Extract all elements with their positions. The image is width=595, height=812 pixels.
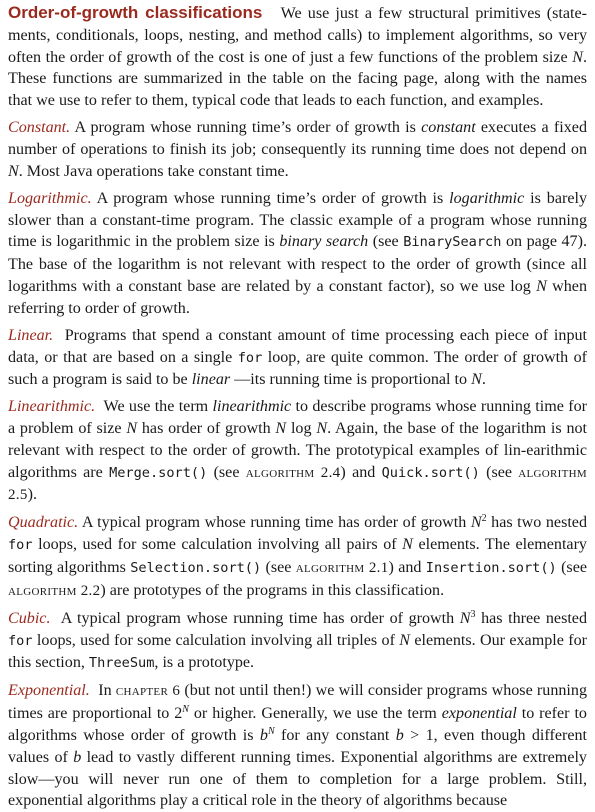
term-heading-exponential: Exponential. xyxy=(8,682,90,700)
text-italic: b xyxy=(259,727,268,745)
text: (see xyxy=(556,559,587,577)
text-italic: N xyxy=(536,277,547,295)
text: (see xyxy=(479,463,519,481)
text-italic: b xyxy=(395,727,404,745)
text: ) are prototypes of the programs in this classification. xyxy=(100,581,445,599)
text: . These functions are summarized in the table on the facing page, along with the names that we use to refer to them, typical code that leads to each function, and examples. xyxy=(8,48,587,110)
text: executes a fixed number of operations to finish its job; consequently its running time does not depend on xyxy=(8,119,587,158)
algorithm-ref: algorithm 2.4 xyxy=(245,464,341,481)
text-italic: N xyxy=(459,609,471,627)
text-italic: linearithmic xyxy=(212,398,292,416)
text: for any constant xyxy=(274,727,396,745)
text: . xyxy=(481,371,486,389)
text-italic: N xyxy=(572,48,583,66)
text: A typical program whose running time has order of growth xyxy=(81,514,471,532)
term-heading-logarithmic: Logarithmic. xyxy=(8,189,92,207)
code-ref: for xyxy=(8,632,33,649)
code-ref: Merge.sort() xyxy=(109,464,208,481)
text: has order of growth xyxy=(137,420,276,438)
paragraph-logarithmic xyxy=(8,188,587,320)
text: has two nested xyxy=(486,514,587,532)
code-ref: for xyxy=(237,349,263,366)
text-italic: N xyxy=(8,162,19,180)
superscript: N xyxy=(267,726,275,738)
text: loop, are quite common. The order of growth of such a program is said to be xyxy=(8,348,588,389)
text: log xyxy=(286,420,317,438)
text: A typical program whose running time has order of growth xyxy=(60,609,460,627)
text: Programs that spend a constant amount of time processing each piece of input data, or that are based on a single xyxy=(8,326,588,366)
term-heading-constant: Constant. xyxy=(8,119,71,137)
text: ) and xyxy=(388,559,426,577)
text: A program whose running time’s order of growth is xyxy=(96,189,450,207)
algorithm-ref: algorithm 2.2 xyxy=(8,582,101,599)
text-italic: b xyxy=(73,748,82,766)
text: —its running time is proportional to xyxy=(230,371,472,389)
text: elements. The elementary sorting algorithms xyxy=(8,536,587,577)
text: to describe programs whose running time for a problem of size xyxy=(8,398,587,438)
paragraph-quadratic xyxy=(8,512,587,602)
text-italic: N xyxy=(275,420,287,438)
text: lead to vastly different running times. Exponential algorithms are extremely slow—you will never run one of them to completion for a large problem. Still, exponential algorithms play a critical role in the theory of algorithms because xyxy=(8,748,587,810)
paragraph-constant xyxy=(8,117,587,182)
text: (but not until then!) we will consider programs whose running times are proportional to 2 xyxy=(8,682,587,723)
text-italic: linear xyxy=(191,371,231,389)
paragraph-intro xyxy=(8,2,587,112)
code-ref: for xyxy=(8,537,33,554)
superscript: N xyxy=(182,704,189,716)
text-italic: N xyxy=(316,420,328,438)
text: ) and xyxy=(340,463,382,481)
superscript: 2 xyxy=(481,513,487,525)
text: > 1, even though different values of xyxy=(8,727,587,766)
text: when referring to order of growth. xyxy=(8,277,588,317)
text: loops, used for some calculation involving all triples of xyxy=(32,631,400,649)
text-italic: N xyxy=(402,536,413,554)
section-heading: Order-of-growth classifications xyxy=(8,3,263,22)
paragraph-exponential xyxy=(8,680,587,812)
paragraph-linearithmic xyxy=(8,396,587,507)
algorithm-ref: algorithm 2.5 xyxy=(8,464,587,504)
text: is barely slower than a constant-time program. The classic example of a program whose running time is logarithmic in the problem size is xyxy=(8,189,587,251)
superscript: 3 xyxy=(470,608,476,620)
text: on page 47). The base of the logarithm is not relevant with respect to the order of growth (since all logarithms with a constant base are related by a constant factor), so we use log xyxy=(8,233,587,295)
code-ref: BinarySearch xyxy=(403,234,502,251)
text-italic: N xyxy=(471,371,482,389)
text-italic: N xyxy=(399,631,411,649)
algorithm-ref: algorithm 2.1 xyxy=(295,560,389,577)
text: (see xyxy=(207,463,246,481)
text-italic: exponential xyxy=(441,705,517,723)
text: to refer to algorithms whose order of growth is xyxy=(8,705,587,745)
text: We use the term xyxy=(103,398,213,416)
text-italic: logarithmic xyxy=(449,189,525,207)
code-ref: Insertion.sort() xyxy=(425,560,557,577)
text: (see xyxy=(261,559,296,577)
chapter-ref: chapter 6 xyxy=(115,683,181,700)
text-italic: binary search xyxy=(279,233,369,251)
text: , is a prototype. xyxy=(154,654,255,672)
text-italic: N xyxy=(470,514,482,532)
text-italic: constant xyxy=(421,119,476,137)
text: . Again, the base of the logarithm is not relevant with respect to the order of growth. The prototypical examples of lin-earithmic algorithms are xyxy=(8,420,588,481)
text: We use just a few structural primitives (state-ments, conditionals, loops, nesting, and method calls) to implement algorithms, so very often the order of growth of the cost is one of just a few functions of the problem size xyxy=(8,5,588,66)
text: A program whose running time’s order of growth is xyxy=(74,119,422,137)
text: . Most Java operations take constant time. xyxy=(18,162,289,180)
term-heading-cubic: Cubic. xyxy=(8,609,51,627)
term-heading-quadratic: Quadratic. xyxy=(8,514,79,532)
text: elements. Our example for this section, xyxy=(8,631,588,672)
text: ). xyxy=(27,486,38,504)
paragraph-cubic xyxy=(8,608,587,675)
paragraph-linear xyxy=(8,325,587,391)
code-ref: Selection.sort() xyxy=(130,560,262,577)
text-italic: N xyxy=(126,420,138,438)
text: has three nested xyxy=(475,609,587,627)
text: (see xyxy=(368,233,404,251)
code-ref: Quick.sort() xyxy=(381,464,480,481)
text: In xyxy=(98,682,116,700)
code-ref: ThreeSum xyxy=(88,655,155,672)
term-heading-linear: Linear. xyxy=(8,326,54,344)
text: loops, used for some calculation involving all pairs of xyxy=(32,536,403,554)
term-heading-linearithmic: Linearithmic. xyxy=(8,398,96,416)
text: or higher. Generally, we use the term xyxy=(188,705,442,723)
